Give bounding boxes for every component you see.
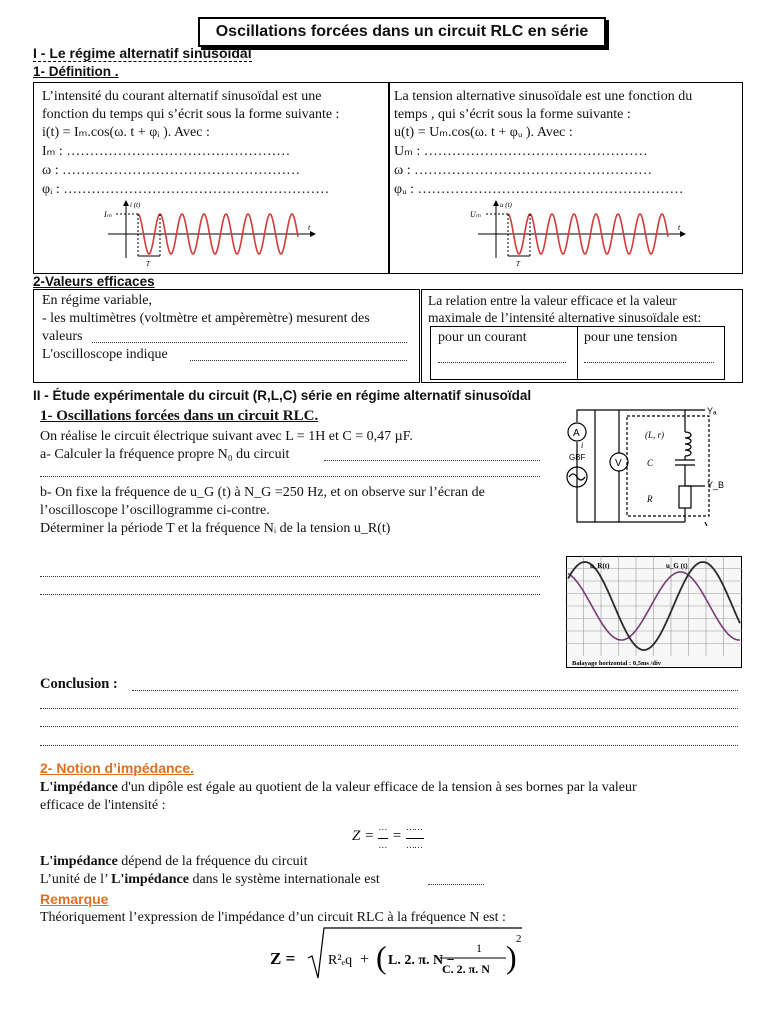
lr-label: (L, r) xyxy=(645,430,665,440)
graph-x-label: t xyxy=(308,223,311,232)
answer-dots xyxy=(40,476,540,477)
val-left-l1: En régime variable, xyxy=(42,293,153,308)
val-left-l2: - les multimètres (voltmètre et ampèremètre) mesurent des xyxy=(42,311,370,326)
formula-req: R²ₑq xyxy=(328,953,353,968)
circuit-text-l4: l’oscilloscope l’oscillogramme ci-contre. xyxy=(40,503,270,518)
val-right-l2: maximale de l’intensité alternative sinusoïdale est: xyxy=(428,310,702,325)
section-1-heading: I - Le régime alternatif sinusoïdal xyxy=(33,45,252,61)
ammeter-label: A xyxy=(573,428,580,439)
def-left-l5: ω : …………………………………………… xyxy=(42,163,301,178)
def-right-l6: φᵤ : ………………………………………………… xyxy=(394,182,684,197)
impedance-def-l1 xyxy=(40,779,637,796)
conclusion-label: Conclusion : xyxy=(40,676,118,692)
impedance-def-l2: efficace de l'intensité : xyxy=(40,798,166,813)
conclusion-dots xyxy=(40,708,738,709)
voltmeter-label: V xyxy=(615,458,622,469)
remark-heading: Remarque xyxy=(40,891,109,907)
circuit-text-l3: b- On fixe la fréquence de u_G (t) à N_G =250 Hz, et on observe sur l’écran de xyxy=(40,485,485,500)
conclusion-dots xyxy=(40,726,738,727)
unit-text-c: dans le système internationale est xyxy=(188,872,380,887)
section-2-heading: II - Étude expérimentale du circuit (R,L,C) série en régime alternatif sinusoïdal xyxy=(33,388,532,403)
impedance-term: L'impédance xyxy=(111,872,189,887)
fraction-blank: … … xyxy=(378,822,387,850)
rel-voltage-dots xyxy=(584,362,714,363)
ug-label: u_G (t) xyxy=(666,562,688,570)
val-left-dots-2 xyxy=(190,360,407,361)
val-right-l1: La relation entre la valeur efficace et la valeur xyxy=(428,293,677,308)
graph-amp-label: Uₘ xyxy=(470,210,481,219)
open-paren: ( xyxy=(376,939,387,975)
formula-power: 2 xyxy=(516,933,522,945)
rel-current-dots xyxy=(438,362,566,363)
def-left-l1: L’intensité du courant alternatif sinusoïdal est une xyxy=(42,89,322,104)
rel-voltage-label: pour une tension xyxy=(584,330,678,345)
resistor-label: R xyxy=(647,494,653,504)
graph-x-label: t xyxy=(678,223,681,232)
answer-dots xyxy=(40,576,540,577)
fraction-blank: …… …… xyxy=(406,822,423,850)
impedance-frequency-line xyxy=(40,853,307,870)
conclusion-dots xyxy=(132,690,738,691)
formula-num: 1 xyxy=(476,941,482,955)
formula-den: C. 2. π. N xyxy=(442,962,490,976)
oscillogram xyxy=(566,556,742,668)
graph-y-label: i (t) xyxy=(130,201,141,209)
page-title: Oscillations forcées dans un circuit RLC en série xyxy=(198,17,606,47)
z-ratio-formula xyxy=(352,823,424,850)
valeurs-efficaces-heading: 2-Valeurs efficaces xyxy=(33,274,155,289)
voltage-graph xyxy=(468,198,698,268)
impedance-formula xyxy=(270,922,530,984)
remark-text: Théoriquement l’expression de l'impédance d’un circuit RLC à la fréquence N est : xyxy=(40,910,506,925)
rel-current-label: pour un courant xyxy=(438,330,527,345)
def-left-l3: i(t) = Iₘ.cos(ω. t + φᵢ ). Avec : xyxy=(42,125,210,140)
circuit-text-l1: On réalise le circuit électrique suivant avec L = 1H et C = 0,47 µF. xyxy=(40,429,413,444)
impedance-term: L'impédance xyxy=(40,854,118,869)
ya-label: Yₐ xyxy=(707,406,717,416)
rlc-circuit-diagram xyxy=(555,402,745,530)
def-right-l2: temps , qui s’écrit sous la forme suivante : xyxy=(394,107,631,122)
sweep-label: Balayage horizontal : 0,5ms /div xyxy=(572,660,662,667)
gbf-label: GBF xyxy=(569,453,586,462)
val-left-dots-1 xyxy=(92,342,407,343)
equals-sign: = xyxy=(391,827,402,844)
capacitor-label: C xyxy=(647,458,654,468)
impedance-frequency-text: dépend de la fréquence du circuit xyxy=(117,854,308,869)
def-left-l2: fonction du temps qui s’écrit sous la forme suivante : xyxy=(42,107,340,122)
answer-dots xyxy=(40,594,540,595)
impedance-heading: 2- Notion d’impédance. xyxy=(40,760,195,776)
val-left-l4: L'oscilloscope indique xyxy=(42,347,168,362)
z-lhs: Z = xyxy=(352,827,375,844)
def-right-l5: ω : …………………………………………… xyxy=(394,163,653,178)
answer-dots xyxy=(324,460,540,461)
graph-period-label: T xyxy=(516,260,520,268)
def-right-l1: La tension alternative sinusoïdale est une fonction du xyxy=(394,89,693,104)
close-paren: ) xyxy=(506,939,517,975)
impedance-def-text: d'un dipôle est égale au quotient de la valeur efficace de la tension à ses bornes par la valeur xyxy=(117,780,637,795)
formula-inner: L. 2. π. N − xyxy=(388,953,455,968)
definition-heading: 1- Définition . xyxy=(33,64,119,79)
def-right-l3: u(t) = Uₘ.cos(ω. t + φᵤ ). Avec : xyxy=(394,125,573,140)
graph-amp-label: Iₘ xyxy=(104,210,112,219)
def-left-l6: φᵢ : ………………………………………………… xyxy=(42,182,330,197)
ur-label: u_R(t) xyxy=(590,562,610,570)
unit-text-a: L’unité de l’ xyxy=(40,872,112,887)
impedance-unit-line xyxy=(40,871,380,888)
circuit-text-l5: Déterminer la période T et la fréquence Nᵢ de la tension u_R(t) xyxy=(40,521,391,536)
unit-dots xyxy=(428,884,484,885)
divider xyxy=(388,83,390,273)
formula-plus: + xyxy=(360,951,370,968)
oscillations-heading: 1- Oscillations forcées dans un circuit RLC. xyxy=(40,408,319,424)
conclusion-dots xyxy=(40,745,738,746)
current-label: i xyxy=(581,441,584,450)
circuit-text-l2: a- Calculer la fréquence propre N₀ du circuit xyxy=(40,447,290,462)
val-left-l3: valeurs xyxy=(42,329,83,344)
def-right-l4: Uₘ : ………………………………………… xyxy=(394,144,648,159)
def-left-l4: Iₘ : ………………………………………… xyxy=(42,144,291,159)
graph-period-label: T xyxy=(146,260,150,268)
graph-y-label: u (t) xyxy=(500,201,512,209)
impedance-term: L'impédance xyxy=(40,780,118,795)
formula-lhs: Z = xyxy=(270,949,296,968)
yb-label: Y_B xyxy=(707,480,725,490)
current-graph xyxy=(98,198,328,268)
